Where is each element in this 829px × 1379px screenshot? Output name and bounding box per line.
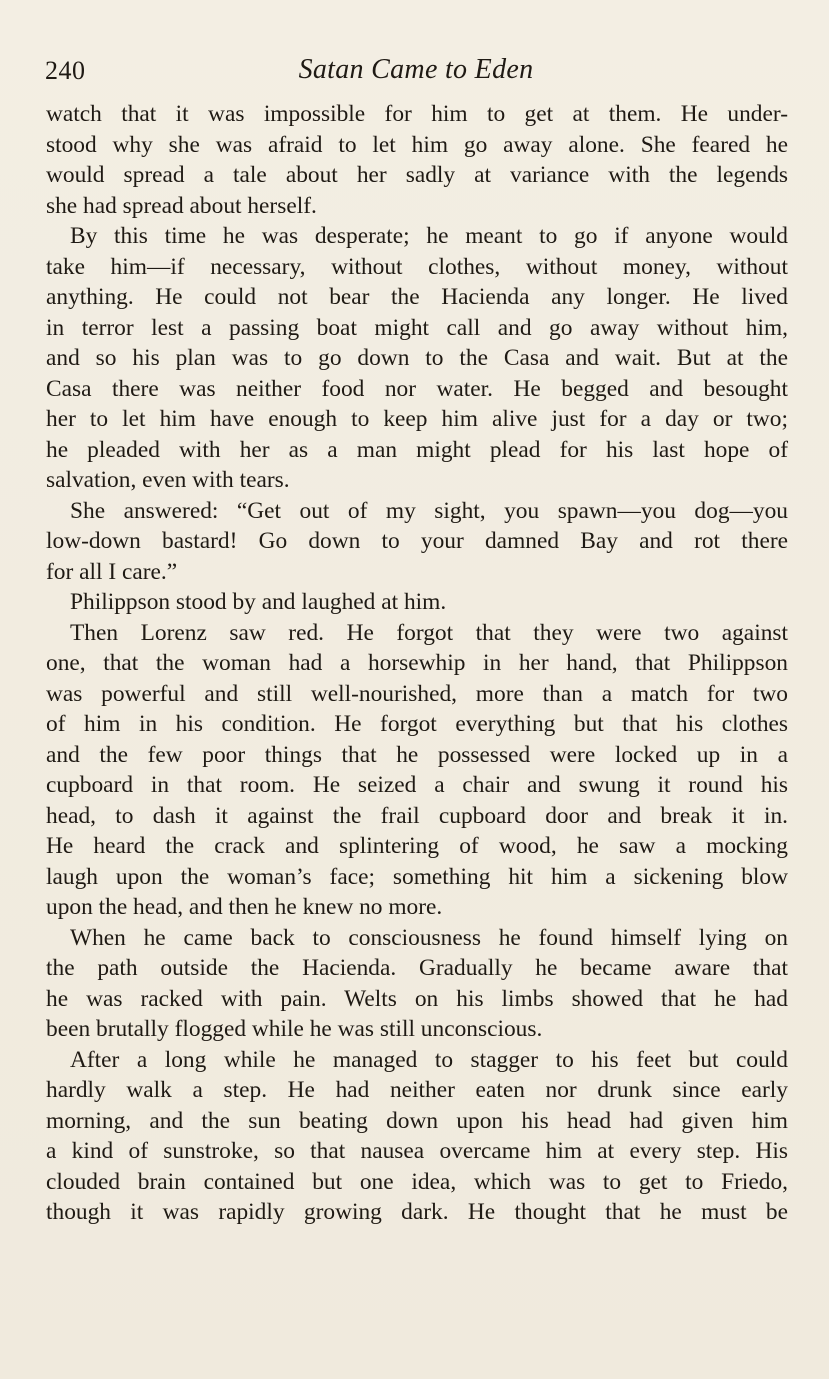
text-line: one, that the woman had a horsewhip in her hand, that Philippson bbox=[46, 650, 788, 676]
text-line: morning, and the sun beating down upon his head had given him bbox=[46, 1107, 788, 1134]
text-line: Then Lorenz saw red. He forgot that they were two against bbox=[70, 619, 788, 646]
paragraph bbox=[46, 923, 788, 1045]
text-line: in terror lest a passing boat might call and go away without him, bbox=[46, 314, 788, 341]
paragraph bbox=[46, 99, 788, 221]
text-line: salvation, even with tears. bbox=[46, 467, 290, 493]
text-line: clouded brain contained but one idea, which was to get to Friedo, bbox=[46, 1168, 788, 1195]
paragraph bbox=[46, 496, 788, 588]
page-number: 240 bbox=[45, 56, 86, 85]
text-line: take him—if necessary, without clothes, without money, without bbox=[46, 253, 788, 280]
text-line: upon the head, and then he knew no more. bbox=[46, 894, 443, 920]
text-line: He heard the crack and splintering of wood, he saw a mocking bbox=[46, 833, 788, 859]
text-line: anything. He could not bear the Hacienda any longer. He lived bbox=[46, 284, 788, 310]
paragraph bbox=[46, 587, 788, 618]
text-line: of him in his condition. He forgot everything but that his clothes bbox=[46, 711, 788, 737]
text-line: a kind of sunstroke, so that nausea overcame him at every step. His bbox=[46, 1138, 788, 1164]
text-line: stood why she was afraid to let him go away alone. She feared he bbox=[46, 131, 788, 158]
text-line: laugh upon the woman’s face; something hit him a sickening blow bbox=[46, 863, 788, 890]
text-line: her to let him have enough to keep him alive just for a day or two; bbox=[46, 406, 788, 432]
text-line: Casa there was neither food nor water. He begged and besought bbox=[46, 375, 788, 402]
text-line: watch that it was impossible for him to get at them. He under- bbox=[46, 101, 788, 127]
text-line: hardly walk a step. He had neither eaten nor drunk since early bbox=[46, 1077, 788, 1103]
text-line: and the few poor things that he possessed were locked up in a bbox=[46, 741, 788, 768]
text-line: When he came back to consciousness he found himself lying on bbox=[70, 924, 788, 951]
text-line: for all I care.” bbox=[46, 558, 178, 585]
paragraph bbox=[46, 221, 788, 496]
text-line: he pleaded with her as a man might plead for his last hope of bbox=[46, 436, 788, 463]
text-line: the path outside the Hacienda. Gradually he became aware that bbox=[46, 955, 788, 981]
paragraph bbox=[46, 1045, 788, 1228]
text-line: Philippson stood by and laughed at him. bbox=[70, 589, 447, 615]
text-line: was powerful and still well-nourished, more than a match for two bbox=[46, 680, 788, 707]
text-line: though it was rapidly growing dark. He thought that he must be bbox=[46, 1199, 788, 1225]
body-text bbox=[46, 99, 788, 1228]
text-line: She answered: “Get out of my sight, you spawn—you dog—you bbox=[70, 497, 788, 524]
text-line: would spread a tale about her sadly at variance with the legends bbox=[46, 162, 788, 188]
text-line: By this time he was desperate; he meant to go if anyone would bbox=[70, 223, 788, 249]
text-line: low-down bastard! Go down to your damned Bay and rot there bbox=[46, 528, 788, 554]
text-line: After a long while he managed to stagger to his feet but could bbox=[70, 1046, 788, 1073]
text-line: cupboard in that room. He seized a chair and swung it round his bbox=[46, 772, 788, 798]
text-line: and so his plan was to go down to the Casa and wait. But at the bbox=[46, 345, 788, 371]
paragraph bbox=[46, 618, 788, 923]
text-line: he was racked with pain. Welts on his limbs showed that he had bbox=[46, 985, 788, 1012]
text-line: head, to dash it against the frail cupboard door and break it in. bbox=[46, 802, 788, 829]
running-title: Satan Came to Eden bbox=[298, 54, 534, 85]
text-line: been brutally flogged while he was still unconscious. bbox=[46, 1016, 543, 1042]
text-line: she had spread about herself. bbox=[46, 192, 317, 219]
page-header bbox=[45, 52, 787, 92]
